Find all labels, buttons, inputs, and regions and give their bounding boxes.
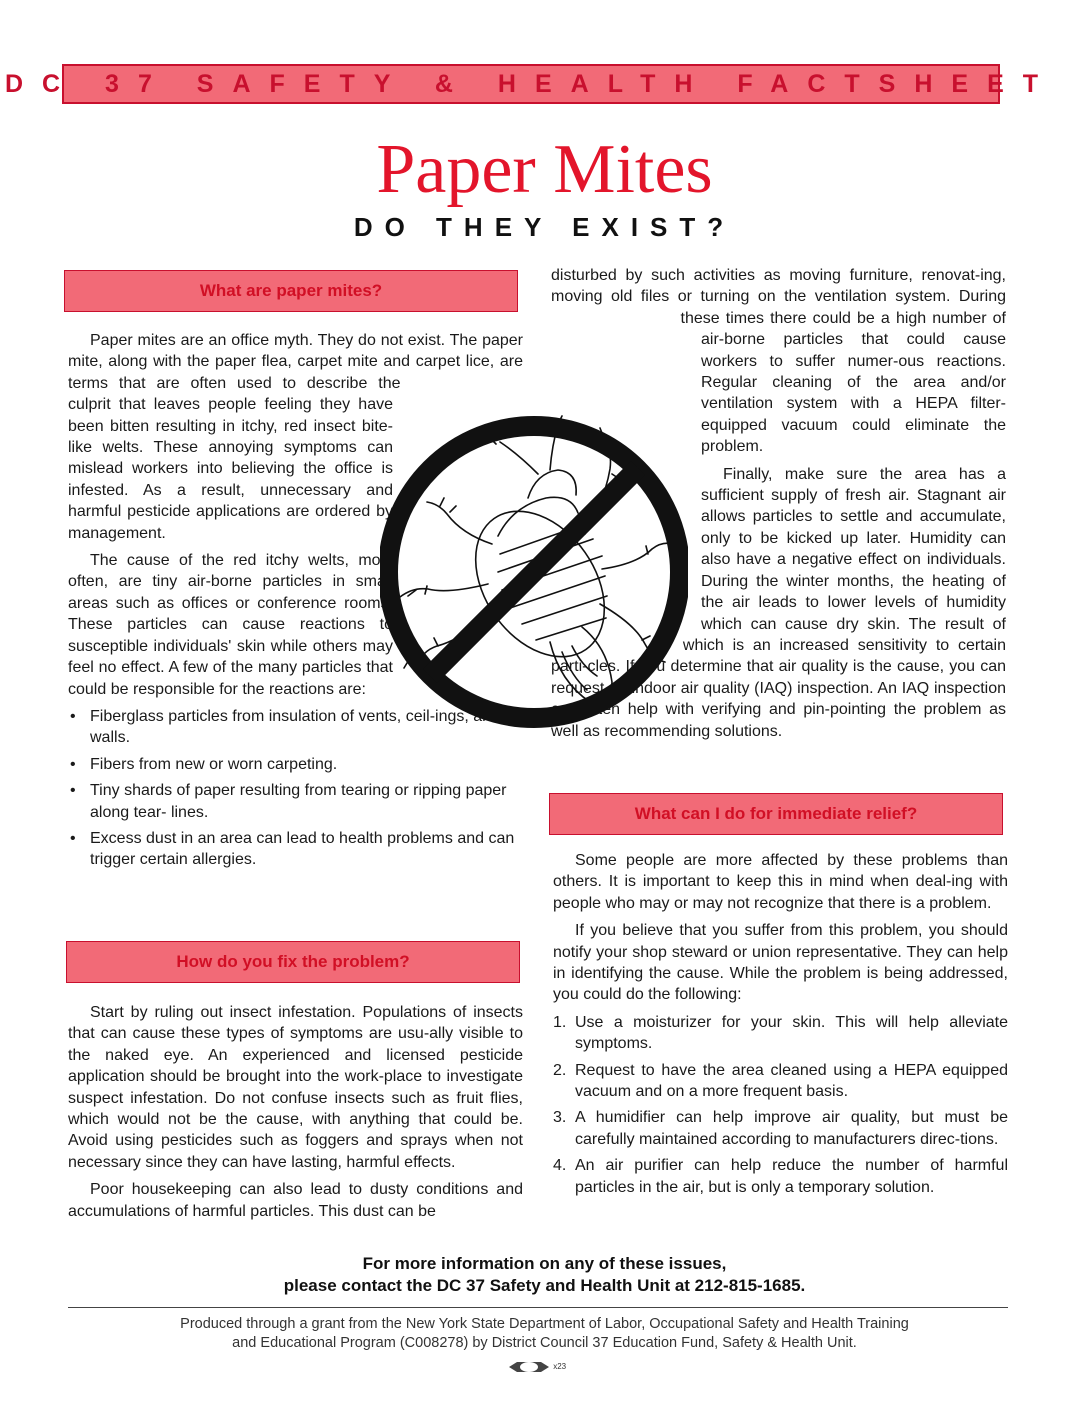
relief-paragraph-1: Some people are more affected by these problems than others. It is important to keep this in mind when deal-ing with people who may or may not recognize that there is a problem. bbox=[553, 852, 1008, 912]
union-bug-logo bbox=[507, 1359, 597, 1379]
section-heading-relief: What can I do for immediate relief? bbox=[549, 793, 1003, 835]
contact-info bbox=[0, 1253, 1089, 1297]
relief-paragraph-2: If you believe that you suffer from this problem, you should notify your shop steward or union representative. They can help in identifying the cause. While the problem is being addressed, you could do the following: bbox=[553, 922, 1008, 1004]
fix-paragraph-1: Start by ruling out insect infestation. Populations of insects that can cause these types of symptoms are usu-ally visible to the naked eye. An experienced and licensed pesticide application should be brought into the work-place to investigate suspect infestation. Do not confuse insects such as fruit flies, which would not be the cause, with anything that could be. Avoid using pesticides such as foggers and sprays when not necessary since they can have lasting, harmful effects. bbox=[68, 1004, 523, 1171]
list-item: • Excess dust in an area can lead to health problems and can trigger certain allergies. bbox=[68, 828, 523, 871]
no-mite-icon bbox=[380, 394, 688, 750]
list-item: 2. Request to have the area cleaned using a HEPA equipped vacuum and on a more frequent basis. bbox=[553, 1061, 1008, 1101]
footer-line-1: Produced through a grant from the New York State Department of Labor, Occupational Safety and Health Training bbox=[180, 1316, 909, 1332]
page-subtitle: DO THEY EXIST? bbox=[353, 212, 736, 242]
right-paragraph-1: disturbed by such activities as moving furniture, renovat-ing, moving old files or turning on the ventilation system. During these times there could be a high number of air-borne particles that could cause workers to suffer numer-ous reactions. Regular cleaning of the area and/or ventilation system with a HEPA filter-equipped vacuum could eliminate the problem. bbox=[551, 267, 1006, 456]
list-item: 1. Use a moisturizer for your skin. This will help alleviate symptoms. bbox=[553, 1013, 1008, 1053]
what-are-paragraph-2: The cause of the red itchy welts, most often, are tiny air-borne particles in small areas such as offices or conference rooms. These particles can cause reactions to susceptible individuals' skin while others may feel no effect. A few of the many particles that could be responsible for the reactions are: bbox=[68, 552, 393, 698]
footer-line-2: and Educational Program (C008278) by District Council 37 Education Fund, Safety & Health Unit. bbox=[232, 1335, 857, 1351]
section-heading-how-fix: How do you fix the problem? bbox=[66, 941, 520, 983]
page-title: Paper Mites bbox=[376, 131, 713, 208]
footer-divider bbox=[68, 1307, 1008, 1308]
contact-line-1: For more information on any of these issues, bbox=[362, 1254, 727, 1273]
right-paragraph-2: Finally, make sure the area has a sufficient supply of fresh air. Stagnant air allows particles to settle and accumulate, only to be kicked up later. Humidity can also have a negative effect on individuals. During the winter months, the heating of the air leads to lower levels of humidity which can cause dry skin. The result of which is an increased sensitivity to certain parti-cles. If you determine that air quality is the cause, you can request an indoor air quality (IAQ) inspection. An IAQ inspection can often help with verifying and pin-pointing the problem as well as recommending solutions. bbox=[551, 465, 1006, 740]
banner-text: DC 37 SAFETY & HEALTH FACTSHEET bbox=[5, 69, 1058, 98]
list-item: 3. A humidifier can help improve air quality, but must be carefully maintained according to manufacturers direc-tions. bbox=[553, 1109, 1008, 1148]
union-bug-code: x23 bbox=[553, 1362, 567, 1372]
list-item: • Tiny shards of paper resulting from tearing or ripping paper along tear- lines. bbox=[68, 780, 523, 823]
relief-steps bbox=[553, 1012, 1008, 1198]
list-item: • Fiberglass particles from insulation of vents, ceil-ings, and walls. bbox=[68, 706, 523, 749]
union-bug-icon bbox=[507, 1359, 551, 1375]
fix-paragraph-2: Poor housekeeping can also lead to dusty conditions and accumulations of harmful particles. This dust can be bbox=[68, 1181, 523, 1220]
list-item: 4. An air purifier can help reduce the number of harmful particles in the air, but is only a temporary solution. bbox=[553, 1157, 1008, 1196]
left-column-bottom bbox=[68, 1002, 523, 1222]
right-column-bottom bbox=[553, 850, 1008, 1203]
footer-credit bbox=[0, 1315, 1089, 1353]
what-are-paragraph-1: Paper mites are an office myth. They do not exist. The paper mite, along with the paper flea, carpet mite and carpet lice, are terms that are often used to describe the culprit that leaves people feeling they have been bitten resulting in itchy, red insect bite-like welts. These annoying symptoms can mislead workers into believing the office is infested. As a result, unnecessary and harmful pesticide applications are ordered by management. bbox=[68, 332, 523, 542]
list-item: • Fibers from new or worn carpeting. bbox=[68, 754, 523, 775]
contact-line-2: please contact the DC 37 Safety and Health Unit at 212-815-1685. bbox=[283, 1276, 806, 1295]
factsheet-banner bbox=[5, 64, 1058, 104]
section-heading-what-are: What are paper mites? bbox=[64, 270, 518, 312]
